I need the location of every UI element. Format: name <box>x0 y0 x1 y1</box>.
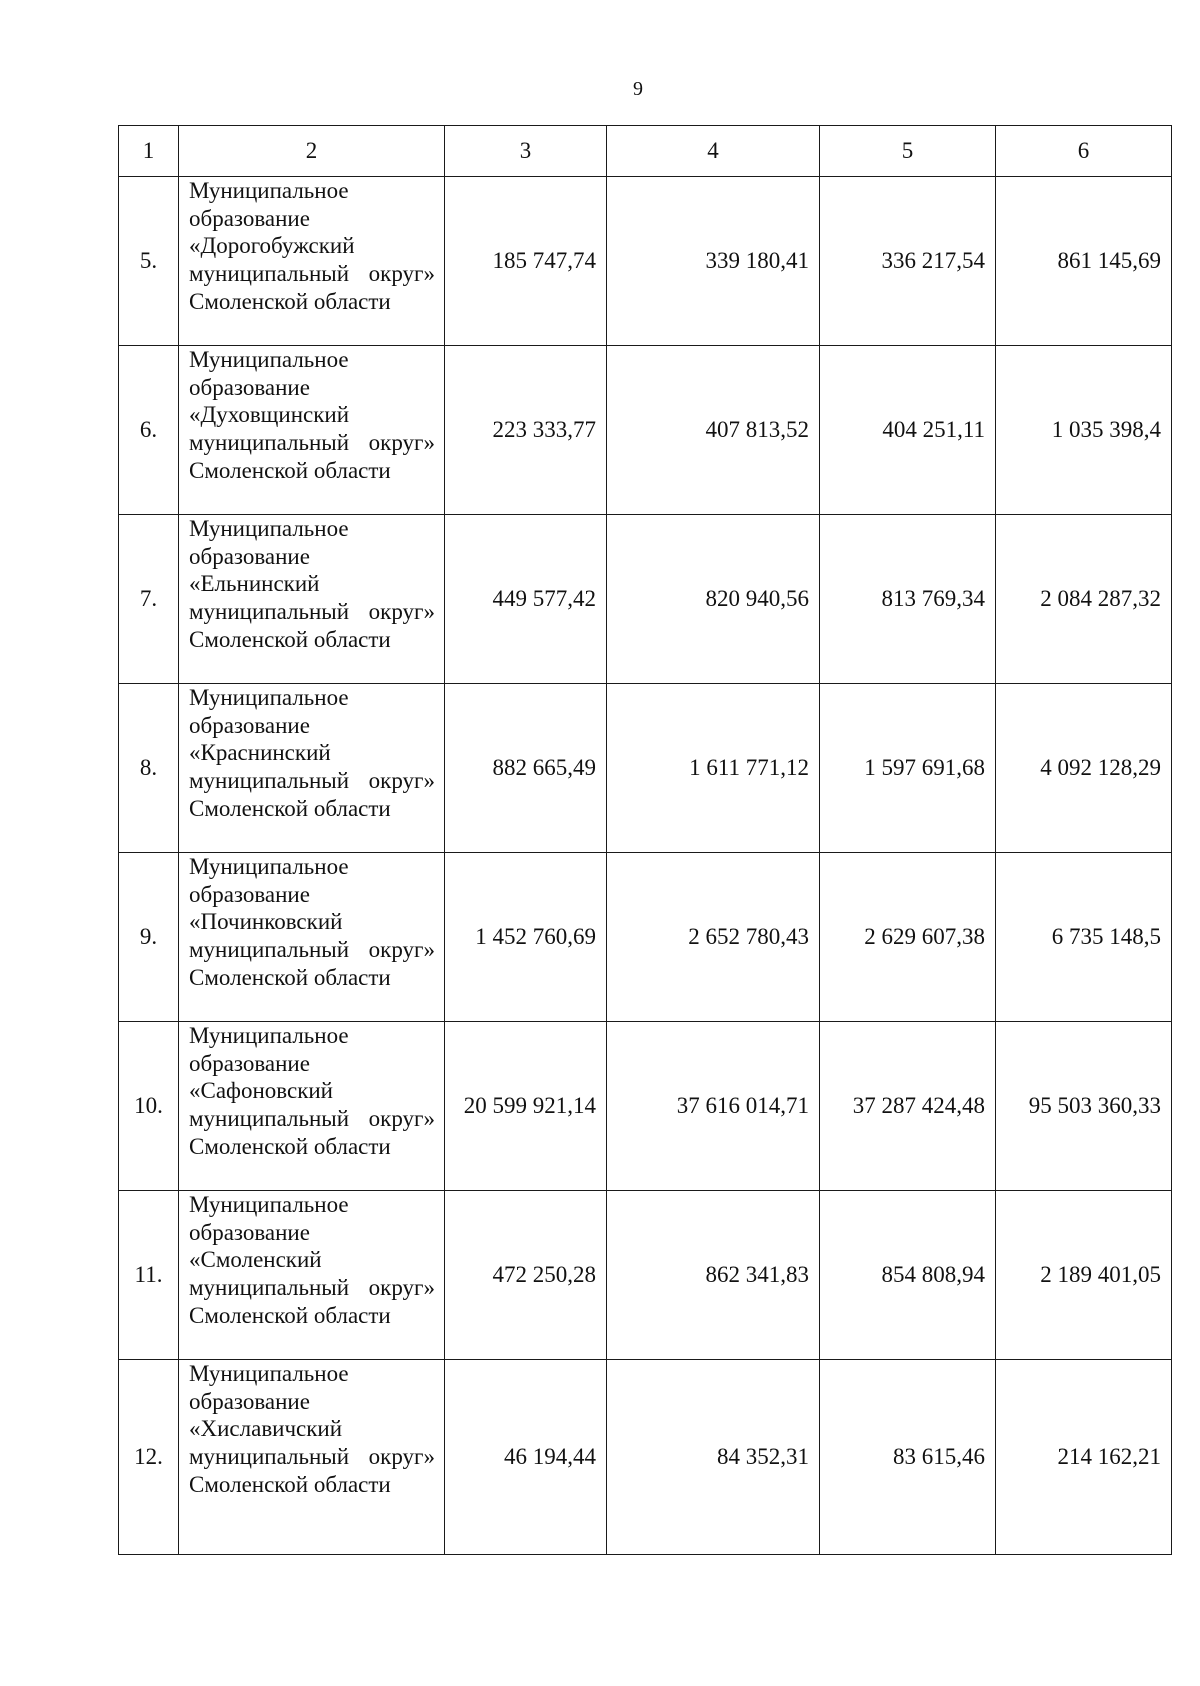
value-col5: 404 251,11 <box>820 346 996 515</box>
value-col6: 95 503 360,33 <box>996 1022 1172 1191</box>
value-col5: 37 287 424,48 <box>820 1022 996 1191</box>
value-col4: 2 652 780,43 <box>607 853 820 1022</box>
municipality-name: Муниципальное образование «Дорогобужский муниципальный округ» Смоленской области <box>179 177 445 346</box>
page-number: 9 <box>633 78 643 100</box>
value-col4: 1 611 771,12 <box>607 684 820 853</box>
value-col4: 407 813,52 <box>607 346 820 515</box>
value-col6: 6 735 148,5 <box>996 853 1172 1022</box>
value-col5: 2 629 607,38 <box>820 853 996 1022</box>
row-number: 9. <box>119 853 179 1022</box>
value-col6: 2 084 287,32 <box>996 515 1172 684</box>
row-number: 7. <box>119 515 179 684</box>
table-row <box>119 515 1172 684</box>
municipality-name: Муниципальное образование «Духовщинский муниципальный округ» Смоленской области <box>179 346 445 515</box>
value-col3: 882 665,49 <box>445 684 607 853</box>
row-number: 6. <box>119 346 179 515</box>
value-col3: 20 599 921,14 <box>445 1022 607 1191</box>
value-col6: 1 035 398,4 <box>996 346 1172 515</box>
value-col4: 339 180,41 <box>607 177 820 346</box>
value-col4: 37 616 014,71 <box>607 1022 820 1191</box>
municipality-name: Муниципальное образование «Краснинский муниципальный округ» Смоленской области <box>179 684 445 853</box>
row-number: 12. <box>119 1360 179 1555</box>
municipality-name: Муниципальное образование «Сафоновский муниципальный округ» Смоленской области <box>179 1022 445 1191</box>
header-cell: 3 <box>445 126 607 177</box>
value-col4: 862 341,83 <box>607 1191 820 1360</box>
header-cell: 1 <box>119 126 179 177</box>
table-row <box>119 1360 1172 1555</box>
municipality-name: Муниципальное образование «Смоленский муниципальный округ» Смоленской области <box>179 1191 445 1360</box>
header-cell: 4 <box>607 126 820 177</box>
value-col6: 2 189 401,05 <box>996 1191 1172 1360</box>
table-header-row <box>119 126 1172 177</box>
header-cell: 6 <box>996 126 1172 177</box>
row-number: 11. <box>119 1191 179 1360</box>
row-number: 5. <box>119 177 179 346</box>
value-col5: 813 769,34 <box>820 515 996 684</box>
value-col3: 472 250,28 <box>445 1191 607 1360</box>
row-number: 8. <box>119 684 179 853</box>
value-col3: 223 333,77 <box>445 346 607 515</box>
value-col4: 84 352,31 <box>607 1360 820 1555</box>
value-col6: 861 145,69 <box>996 177 1172 346</box>
table-row <box>119 1191 1172 1360</box>
table-row <box>119 684 1172 853</box>
municipal-data-table <box>118 125 1172 1555</box>
municipality-name: Муниципальное образование «Хиславичский муниципальный округ» Смоленской области <box>179 1360 445 1555</box>
value-col6: 4 092 128,29 <box>996 684 1172 853</box>
value-col3: 185 747,74 <box>445 177 607 346</box>
value-col5: 854 808,94 <box>820 1191 996 1360</box>
value-col3: 1 452 760,69 <box>445 853 607 1022</box>
value-col3: 46 194,44 <box>445 1360 607 1555</box>
value-col6: 214 162,21 <box>996 1360 1172 1555</box>
municipality-name: Муниципальное образование «Ельнинский муниципальный округ» Смоленской области <box>179 515 445 684</box>
row-number: 10. <box>119 1022 179 1191</box>
value-col4: 820 940,56 <box>607 515 820 684</box>
table-row <box>119 853 1172 1022</box>
value-col3: 449 577,42 <box>445 515 607 684</box>
header-cell: 5 <box>820 126 996 177</box>
table-row <box>119 346 1172 515</box>
value-col5: 83 615,46 <box>820 1360 996 1555</box>
municipality-name: Муниципальное образование «Починковский муниципальный округ» Смоленской области <box>179 853 445 1022</box>
header-cell: 2 <box>179 126 445 177</box>
value-col5: 336 217,54 <box>820 177 996 346</box>
table-row <box>119 1022 1172 1191</box>
table-row <box>119 177 1172 346</box>
value-col5: 1 597 691,68 <box>820 684 996 853</box>
